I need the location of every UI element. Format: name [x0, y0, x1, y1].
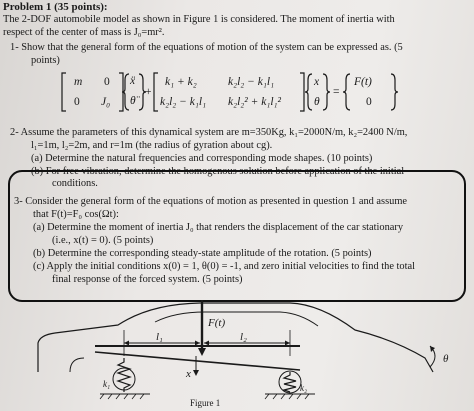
q1-line-2: points) [31, 55, 60, 66]
stiff-k22: k₂l₂² + k₁l₁² [228, 96, 281, 108]
k2-label: k₂ [300, 383, 308, 393]
equals-sign: = [333, 86, 340, 98]
mass-m12: 0 [104, 76, 110, 88]
figure-caption: Figure 1 [190, 398, 221, 408]
car-window [155, 312, 318, 326]
l1-label: l₁ [156, 331, 163, 343]
q3-line-3: (a) Determine the moment of inertia J₀ that renders the displacement of the car stationary [33, 222, 404, 233]
q2-line-4: (b) For free vibration, determine the homogenous solution before application of the initial [31, 166, 405, 177]
force-F: F(t) [354, 76, 372, 88]
q3-line-7: final response of the forced system. (5 points) [52, 274, 243, 285]
k1-label: k₁ [103, 379, 111, 389]
acc-x: ẍ [130, 75, 136, 87]
force-label: F(t) [208, 317, 226, 329]
acc-theta: θ̈ [130, 95, 136, 107]
disp-x: x [314, 76, 320, 88]
spring-k1 [118, 358, 130, 392]
problem-title: Problem 1 (35 points): [3, 1, 108, 13]
mass-m11: m [74, 76, 83, 88]
theta-label: θ [443, 353, 449, 365]
mass-m21: 0 [74, 96, 80, 108]
q2-line-3: (a) Determine the natural frequencies and corresponding mode shapes. (10 points) [31, 153, 373, 164]
spring-k2 [284, 372, 296, 392]
l2-label: l₂ [240, 331, 247, 343]
force-zero: 0 [366, 96, 372, 108]
q3-line-6: (c) Apply the initial conditions x(0) = 1, θ(0) = -1, and zero initial velocities to find the total [33, 261, 416, 272]
q2-line-1: 2- Assume the parameters of this dynamical system are m=350Kg, k₁=2000N/m, k₂=2400 N/m, [10, 127, 408, 138]
q3-line-1: 3- Consider the general form of the equations of motion as presented in question 1 and assume [14, 196, 408, 207]
disp-theta: θ [314, 96, 320, 108]
q2-line-2: l₁=1m, l₂=2m, and r=1m (the radius of gyration about cg). [31, 140, 273, 151]
q2-line-5: conditions. [52, 178, 98, 189]
stiff-k21: k₂l₂ − k₁l₁ [160, 96, 207, 108]
mass-m22: J₀ [101, 96, 111, 108]
q3-line-4: (i.e., x(t) = 0). (5 points) [52, 235, 154, 246]
car-body-outline [38, 303, 433, 372]
q3-line-5: (b) Determine the corresponding steady-state amplitude of the rotation. (5 points) [33, 248, 372, 259]
q1-line-1: 1- Show that the general form of the equations of motion of the system can be expressed as. (5 [10, 42, 403, 53]
intro-line-1: The 2-DOF automobile model as shown in Figure 1 is considered. The moment of inertia with [3, 14, 395, 25]
q3-line-2: that F(t)=F₀ cos(Ωt): [33, 209, 119, 220]
stiff-k12: k₂l₂ − k₁l₁ [228, 76, 275, 88]
intro-line-2: respect of the center of mass is J₀=mr². [3, 27, 165, 38]
stiff-k11: k₁ + k₂ [165, 76, 197, 88]
plus-sign: + [145, 86, 152, 98]
x-label: x [186, 368, 191, 380]
